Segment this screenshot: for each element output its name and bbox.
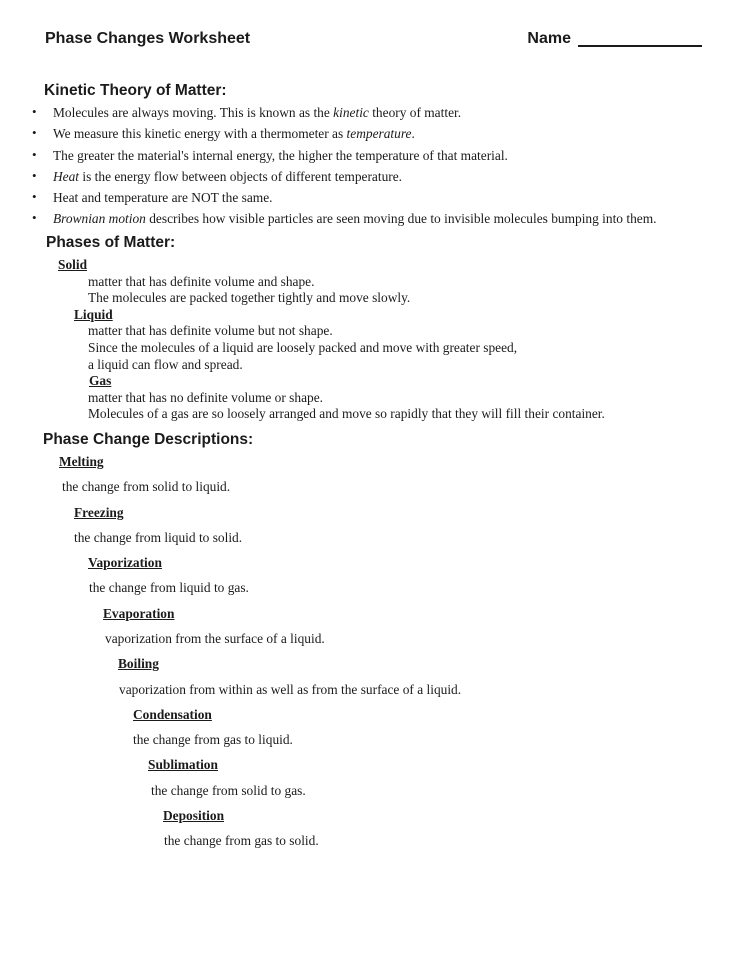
phase-term-solid: Solid <box>58 256 88 272</box>
bullet-text: The greater the material's internal energy, the higher the temperature of that material. <box>53 147 508 163</box>
phases-of-matter-heading: Phases of Matter: <box>46 233 176 251</box>
phase-change-description: vaporization from within as well as from the surface of a liquid. <box>119 681 462 697</box>
phases-of-matter-section <box>0 235 749 423</box>
phase-change-term-evaporation: Evaporation <box>103 605 175 621</box>
bullet-icon: • <box>32 210 37 226</box>
bullet-icon: • <box>32 167 37 183</box>
bullet-text: theory of matter. <box>368 105 462 120</box>
bullet-text: Molecules are always moving. This is known as the <box>53 105 334 120</box>
bullet-icon: • <box>32 146 37 162</box>
bullet-item <box>32 169 699 186</box>
name-label: Name <box>527 30 571 47</box>
phase-change-term-freezing: Freezing <box>74 504 124 520</box>
phase-change-description: the change from solid to liquid. <box>62 479 231 495</box>
name-field <box>527 30 702 47</box>
phase-description-line: Since the molecules of a liquid are loosely packed and move with greater speed, <box>88 339 518 355</box>
phase-description-line: Molecules of a gas are so loosely arranged and move so rapidly that they will fill their container. <box>88 406 605 422</box>
bullet-icon: • <box>32 189 37 205</box>
phase-change-description: the change from gas to liquid. <box>133 732 293 748</box>
phase-description-line: matter that has no definite volume or shape. <box>88 389 324 405</box>
bullet-item <box>32 105 699 122</box>
phase-description-line: a liquid can flow and spread. <box>88 356 243 372</box>
phase-change-descriptions-heading: Phase Change Descriptions: <box>43 430 254 448</box>
phase-change-descriptions-body <box>0 455 749 848</box>
phase-change-description: the change from gas to solid. <box>164 833 319 849</box>
phase-description-line: matter that has definite volume but not shape. <box>88 323 333 339</box>
phase-change-term-sublimation: Sublimation <box>148 757 218 773</box>
bullet-text-italic: kinetic <box>333 105 369 120</box>
phase-change-term-melting: Melting <box>59 453 104 469</box>
bullet-item <box>32 190 699 207</box>
bullet-text-italic: temperature <box>346 126 412 142</box>
phase-change-term-vaporization: Vaporization <box>88 555 162 571</box>
kinetic-theory-heading: Kinetic Theory of Matter: <box>44 82 227 99</box>
bullet-item <box>32 148 699 165</box>
bullet-text: describes how visible particles are seen moving due to invisible molecules bumping into them. <box>145 211 657 227</box>
phase-term-liquid: Liquid <box>74 306 113 322</box>
phase-change-term-deposition: Deposition <box>163 808 225 824</box>
name-blank-line <box>578 31 702 47</box>
phase-change-description: vaporization from the surface of a liquid. <box>105 631 325 646</box>
bullet-text-italic: Brownian motion <box>53 211 146 227</box>
bullet-text-italic: Heat <box>53 168 80 184</box>
header <box>0 0 749 47</box>
phase-change-description: the change from solid to gas. <box>151 782 306 798</box>
phase-description-line: matter that has definite volume and shape. <box>88 273 315 289</box>
phase-change-term-boiling: Boiling <box>118 656 159 672</box>
phase-change-term-condensation: Condensation <box>133 706 212 722</box>
phase-change-description: the change from liquid to solid. <box>74 529 243 545</box>
bullet-icon: • <box>32 104 37 119</box>
bullet-icon: • <box>32 125 37 141</box>
phase-change-descriptions-section <box>0 432 749 848</box>
bullet-text: . <box>411 126 415 142</box>
bullet-text: is the energy flow between objects of different temperature. <box>79 168 403 184</box>
phase-change-description: the change from liquid to gas. <box>89 580 249 596</box>
phase-term-gas: Gas <box>89 373 112 389</box>
phases-of-matter-body <box>0 257 749 423</box>
bullet-text: We measure this kinetic energy with a thermometer as <box>53 126 347 142</box>
kinetic-theory-section <box>0 83 749 228</box>
kinetic-theory-bullet-list <box>32 105 699 228</box>
worksheet-title: Phase Changes Worksheet <box>45 30 251 47</box>
bullet-item <box>32 211 699 228</box>
bullet-item <box>32 126 699 143</box>
bullet-text: Heat and temperature are NOT the same. <box>53 190 273 206</box>
phase-description-line: The molecules are packed together tightly and move slowly. <box>88 290 411 306</box>
